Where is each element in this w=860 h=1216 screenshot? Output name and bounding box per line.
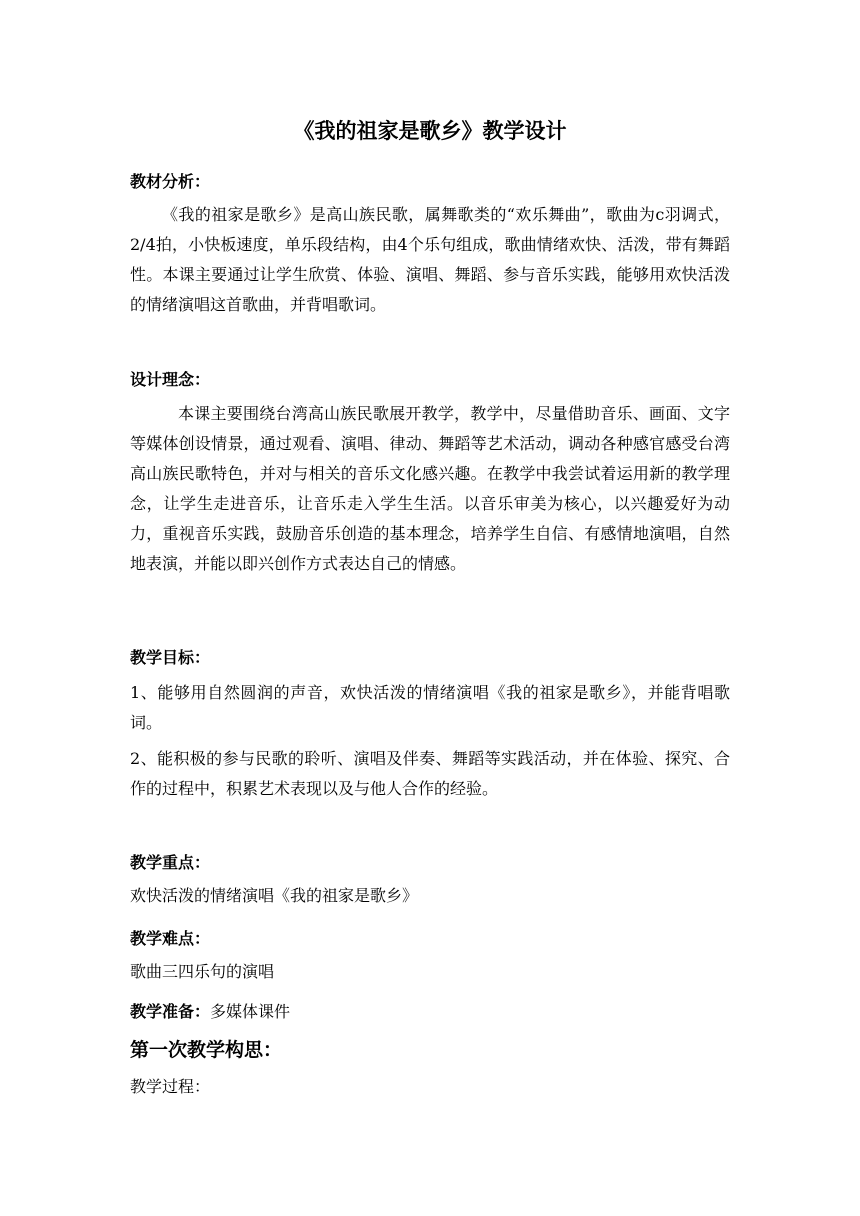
preparation-heading: 教学准备： — [130, 1002, 211, 1021]
preparation-text: 多媒体课件 — [210, 1002, 291, 1021]
concept-text: 本课主要围绕台湾高山族民歌展开教学，教学中，尽量借助音乐、画面、文字等媒体创设情景，通过观看、演唱、律动、舞蹈等艺术活动，调动各种感官感受台湾高山族民歌特色，并对与相关的音乐文化感兴趣。在教学中我尝试着运用新的教学理念，让学生走进音乐，让音乐走入学生生活。以音乐审美为核心，以兴趣爱好为动力，重视音乐实践，鼓励音乐创造的基本理念，培养学生自信、有感情地演唱，自然地表演，并能以即兴创作方式表达自己的情感。 — [130, 404, 730, 573]
key-points-heading: 教学重点： — [130, 853, 211, 872]
concept-section — [130, 368, 730, 579]
difficulties-text: 歌曲三四乐句的演唱 — [130, 962, 275, 981]
key-points-section — [130, 851, 730, 911]
key-points-text: 欢快活泼的情绪演唱《我的祖家是歌乡》 — [130, 886, 419, 905]
goal-item-2: 2、能积极的参与民歌的聆听、演唱及伴奏、舞蹈等实践活动，并在体验、探究、合作的过程中，积累艺术表现以及与他人合作的经验。 — [130, 749, 730, 798]
analysis-heading: 教材分析： — [130, 172, 211, 191]
goals-section — [130, 646, 730, 804]
preparation-section — [130, 1000, 730, 1024]
concept-heading: 设计理念： — [130, 370, 211, 389]
document-title: 《我的祖家是歌乡》教学设计 — [293, 118, 567, 143]
first-plan-section — [130, 1036, 730, 1102]
process-label: 教学过程： — [130, 1077, 211, 1096]
analysis-section — [130, 170, 730, 320]
first-plan-heading: 第一次教学构思： — [130, 1039, 283, 1061]
difficulties-section — [130, 927, 730, 987]
goals-heading: 教学目标： — [130, 648, 211, 667]
difficulties-heading: 教学难点： — [130, 929, 211, 948]
goal-item-1: 1、能够用自然圆润的声音，欢快活泼的情绪演唱《我的祖家是歌乡》，并能背唱歌词。 — [130, 683, 730, 732]
analysis-text: 《我的祖家是歌乡》是高山族民歌，属舞歌类的“欢乐舞曲”，歌曲为c羽调式，2/4拍，小快板速度，单乐段结构，由4个乐句组成，歌曲情绪欢快、活泼，带有舞蹈性。本课主要通过让学生欣赏、体验、演唱、舞蹈、参与音乐实践，能够用欢快活泼的情绪演唱这首歌曲，并背唱歌词。 — [130, 205, 730, 314]
